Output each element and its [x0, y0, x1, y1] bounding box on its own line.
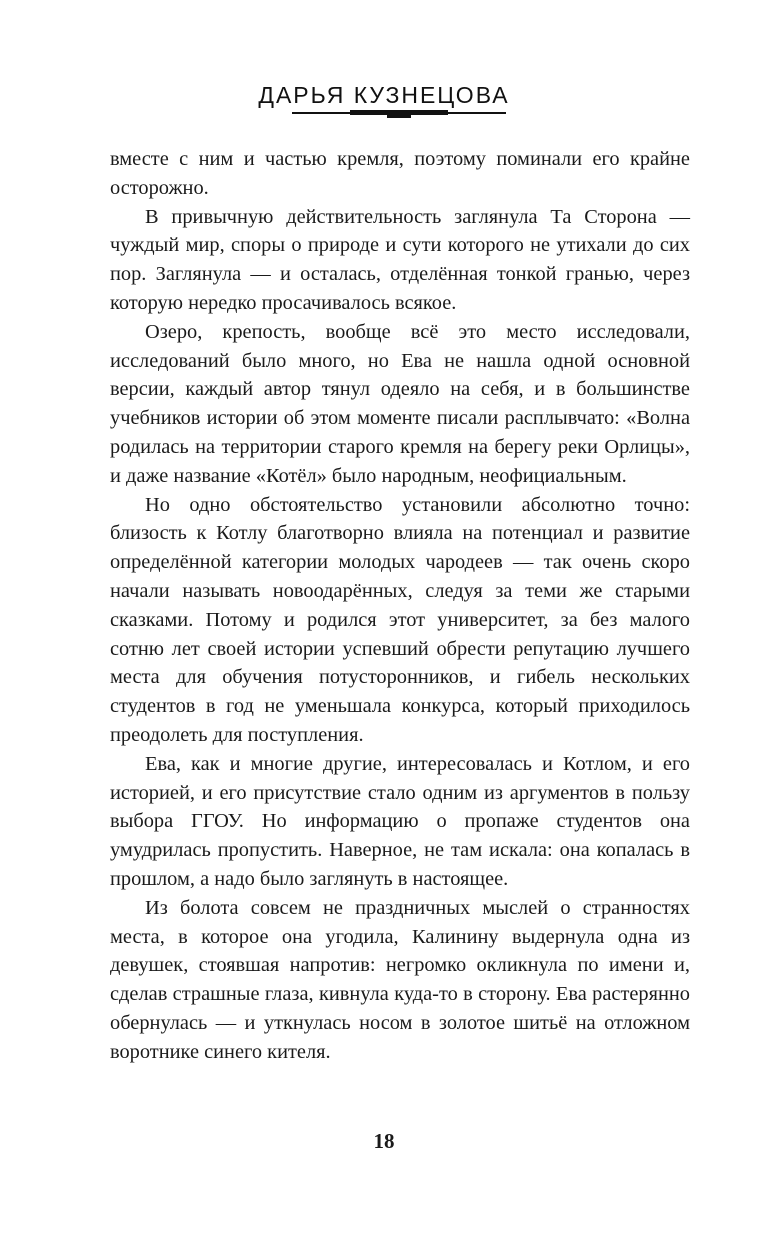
paragraph: В привычную действительность заглянула Та Сторона — чуждый мир, споры о природе и сути которого не утихали до сих пор. Заглянула — и осталась, отделённая тонкой гранью, через которую нередко просачивалось всякое.: [110, 205, 690, 314]
page-number: 18: [373, 1129, 395, 1153]
header-rule-ornament-center: [387, 114, 411, 118]
paragraph: Озеро, крепость, вообще всё это место исследовали, исследований было много, но Ева не нашла одной основной версии, каждый автор тянул одеяло на себя, и в большинстве учебников истории об этом моменте писали расплывчато: «Волна родилась на территории старого кремля на берегу реки Орлицы», и даже название «Котёл» было народным, неофициальным.: [110, 320, 690, 487]
paragraph: Ева, как и многие другие, интересовалась и Котлом, и его историей, и его присутствие стало одним из аргументов в пользу выбора ГГОУ. Но информацию о пропаже студентов она умудрилась пропустить. Наверное, не там искала: она копалась в прошлом, а надо было заглянуть в настоящее.: [110, 752, 690, 890]
paragraph: Но одно обстоятельство установили абсолютно точно: близость к Котлу благотворно влияла на потенциал и развитие определённой категории молодых чародеев — так очень скоро начали называть новоодарённых, следуя за теми же старыми сказками. Потому и родился этот университет, за без малого сотню лет своей истории успевший обрести репутацию лучшего места для обучения потусторонников, и гибель нескольких студентов в год не уменьшала конкурса, который приходилось преодолеть для поступления.: [110, 493, 690, 746]
running-header: [0, 82, 768, 108]
paragraph: Из болота совсем не праздничных мыслей о странностях места, в которое она угодила, Калинину выдернула одна из девушек, стоявшая напротив: негромко окликнула по имени и, сделав страшные глаза, кивнула куда-то в сторону. Ева растерянно обернулась — и уткнулась носом в золотое шитьё на отложном воротнике синего кителя.: [110, 896, 690, 1063]
paragraph-continued: вместе с ним и частью кремля, поэтому поминали его крайне осторожно.: [110, 148, 690, 199]
author-name: ДАРЬЯ КУЗНЕЦОВА: [258, 82, 510, 108]
body-text: [110, 145, 690, 1067]
